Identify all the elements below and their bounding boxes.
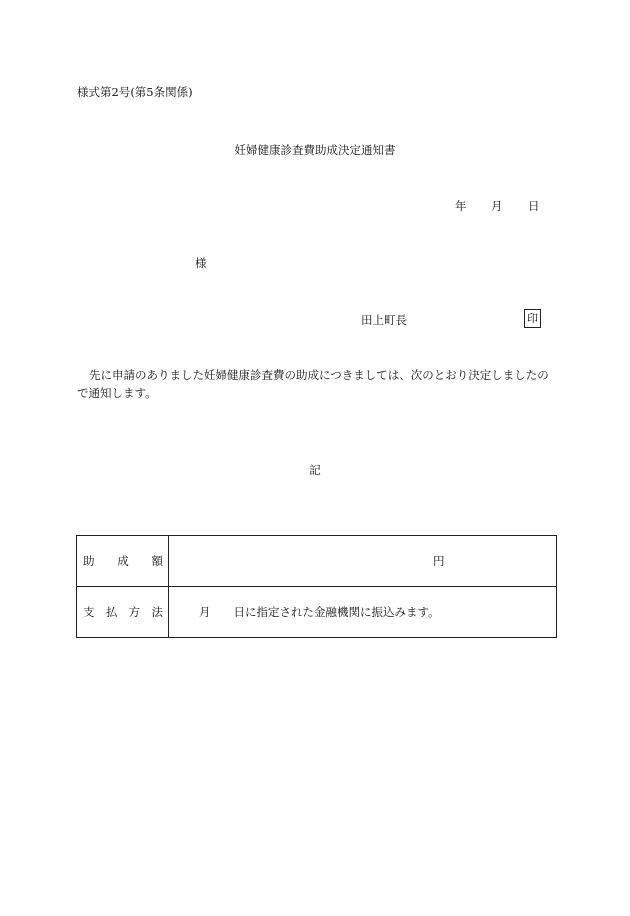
seal-box: 印 (524, 309, 541, 328)
amount-label: 助成額 (77, 536, 169, 587)
date-day-label: 日 (528, 199, 540, 213)
note-heading: 記 (309, 463, 321, 477)
recipient-suffix: 様 (195, 256, 207, 270)
body-text: 先に申請のありました妊婦健康診査費の助成につきましては、次のとおり決定しましたので通知します。 (77, 368, 549, 400)
document-title: 妊婦健康診査費助成決定通知書 (234, 143, 396, 157)
info-table (76, 535, 557, 638)
amount-unit: 円 (433, 554, 445, 568)
payment-method-label: 支払方法 (77, 587, 169, 638)
amount-value-cell (169, 536, 557, 587)
payment-method-value: 月 日に指定された金融機関に振込みます。 (169, 587, 557, 638)
table-row (77, 536, 557, 587)
issuer-name: 田上町長 (361, 313, 407, 327)
date-year-label: 年 (455, 199, 467, 213)
form-number: 様式第2号(第5条関係) (77, 85, 193, 99)
table-row (77, 587, 557, 638)
date-month-label: 月 (491, 199, 503, 213)
